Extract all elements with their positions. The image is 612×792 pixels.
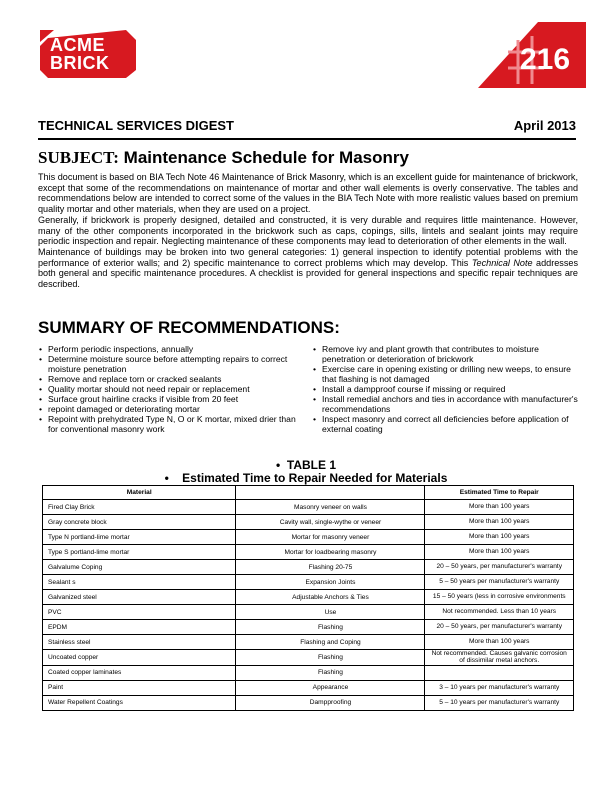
list-item: • Perform periodic inspections, annually (38, 344, 308, 354)
recommendations-left (38, 344, 308, 434)
cell-use: Flashing 20-75 (236, 560, 425, 575)
cell-material: Uncoated copper (43, 650, 236, 666)
cell-time: More than 100 years (425, 500, 574, 515)
recommendations-right (312, 344, 580, 434)
list-item: • Exercise care in opening existing or drilling new weeps, to ensure that flashing is not damaged (312, 364, 580, 384)
issue-date: April 2013 (513, 118, 576, 133)
cell-time: Not recommended. Causes galvanic corrosion of dissimilar metal anchors. (425, 650, 574, 666)
list-item: • Repoint with prehydrated Type N, O or K mortar, mixed drier than for conventional masonry work (38, 414, 308, 434)
cell-use: Appearance (236, 680, 425, 695)
subject-title: Maintenance Schedule for Masonry (123, 148, 409, 167)
header-rule (38, 138, 576, 140)
list-item: • Remove ivy and plant growth that contributes to moisture penetration or deterioration of brickwork (312, 344, 580, 364)
repair-time-table (42, 485, 574, 711)
cell-material: Galvanized steel (43, 590, 236, 605)
cell-time: 3 – 10 years per manufacturer's warranty (425, 680, 574, 695)
intro-p3-part-b: addresses both general and specific maintenance procedures. A checklist is provided for general inspections and specific repair techniques are described. (38, 257, 579, 290)
table-row (43, 530, 574, 545)
list-item: • Install remedial anchors and ties in accordance with manufacturer's recommendations (312, 394, 580, 414)
table-row (43, 590, 574, 605)
cell-use: Mortar for masonry veneer (236, 530, 425, 545)
table-row (43, 605, 574, 620)
cell-use: Dampproofing (236, 695, 425, 710)
cell-use: Flashing (236, 620, 425, 635)
cell-material: Stainless steel (43, 635, 236, 650)
list-item: • Install a dampproof course if missing or required (312, 384, 580, 394)
table-row (43, 665, 574, 680)
summary-heading: SUMMARY OF RECOMMENDATIONS: (38, 318, 340, 337)
cell-time: 5 – 50 years per manufacturer's warranty (425, 575, 574, 590)
cell-time: Not recommended. Less than 10 years (425, 605, 574, 620)
cell-material: Water Repellent Coatings (43, 695, 236, 710)
cell-time: 5 – 10 years per manufacturer's warranty (425, 695, 574, 710)
table-subtitle-text: Estimated Time to Repair Needed for Materials (182, 471, 448, 485)
subject-line (38, 148, 409, 168)
cell-time (425, 665, 574, 680)
table-row (43, 515, 574, 530)
cell-time: 20 – 50 years, per manufacturer's warranty (425, 560, 574, 575)
table-row (43, 560, 574, 575)
digest-title: TECHNICAL SERVICES DIGEST (38, 118, 234, 133)
cell-use: Flashing (236, 665, 425, 680)
cell-use: Use (236, 605, 425, 620)
cell-material: Coated copper laminates (43, 665, 236, 680)
issue-number: 216 (520, 43, 571, 76)
list-item: • Remove and replace torn or cracked sealants (38, 374, 308, 384)
intro-paragraph-2: Generally, if brickwork is properly designed, detailed and constructed, it is very durable and requires little maintenance. However, many of the other components incorporated in the brickwork such as caps, copings, sills, lintels and sealant joints may require periodic inspection and repair. Neglecting maintenance of these components may lead to deterioration of other elements in the wall. (38, 214, 578, 247)
subject-label: SUBJECT: (38, 148, 119, 167)
header-time-to-repair: Estimated Time to Repair (425, 486, 574, 500)
cell-time: More than 100 years (425, 545, 574, 560)
cell-material: Gray concrete block (43, 515, 236, 530)
list-item: • Quality mortar should not need repair or replacement (38, 384, 308, 394)
cell-material: Paint (43, 680, 236, 695)
cell-use: Mortar for loadbearing masonry (236, 545, 425, 560)
cell-material: Sealant s (43, 575, 236, 590)
cell-material: EPDM (43, 620, 236, 635)
logo-word-brick: BRICK (50, 53, 110, 73)
logo-word-acme: ACME (50, 35, 105, 55)
list-item: • Inspect masonry and correct all deficiencies before application of external coating (312, 414, 580, 434)
cell-material: PVC (43, 605, 236, 620)
list-item: • repoint damaged or deteriorating mortar (38, 404, 308, 414)
table-title: • TABLE 1 (276, 458, 336, 472)
cell-use: Adjustable Anchors & Ties (236, 590, 425, 605)
table-header-row (43, 486, 574, 500)
table-row (43, 620, 574, 635)
cell-material: Fired Clay Brick (43, 500, 236, 515)
acme-brick-logo (40, 30, 136, 78)
table-row (43, 680, 574, 695)
cell-material: Type N portland-lime mortar (43, 530, 236, 545)
table-subtitle: • Estimated Time to Repair Needed for Materials (164, 471, 448, 485)
table-title-text: TABLE 1 (286, 458, 336, 472)
table-row (43, 545, 574, 560)
cell-use: Flashing and Coping (236, 635, 425, 650)
header-use (236, 486, 425, 500)
cell-time: More than 100 years (425, 530, 574, 545)
intro-p3-emphasis: Technical Note (471, 257, 533, 268)
table-row (43, 650, 574, 666)
header-material: Material (43, 486, 236, 500)
cell-time: More than 100 years (425, 515, 574, 530)
intro-p3-part-a: Maintenance of buildings may be broken into two general categories: 1) general inspection to identify potential problems with the performance of exterior walls; and 2) specific maintenance to correct problems which may develop. This (38, 246, 578, 268)
cell-use: Cavity wall, single-wythe or veneer (236, 515, 425, 530)
table-row (43, 575, 574, 590)
cell-use: Flashing (236, 650, 425, 666)
list-item: • Surface grout hairline cracks if visible from 20 feet (38, 394, 308, 404)
cell-time: 15 – 50 years (less in corrosive environments (425, 590, 574, 605)
cell-time: More than 100 years (425, 635, 574, 650)
table-row (43, 695, 574, 710)
intro-text (38, 172, 578, 290)
intro-paragraph-1: This document is based on BIA Tech Note 46 Maintenance of Brick Masonry, which is an excellent guide for maintenance of brickwork, except that some of the recommendations on maintenance of mortar and other wall elements is overly conservative. The tables and recommendations below are intended to correct some of the values in the BIA Tech Note with more realistic values based on premium quality mortar and other materials, when they are used on a project. (38, 172, 579, 215)
intro-paragraph-3 (38, 247, 578, 290)
cell-use: Expansion Joints (236, 575, 425, 590)
cell-time: 20 – 50 years, per manufacturer's warranty (425, 620, 574, 635)
cell-material: Type S portland-lime mortar (43, 545, 236, 560)
table-row (43, 500, 574, 515)
cell-use: Masonry veneer on walls (236, 500, 425, 515)
list-item: • Determine moisture source before attempting repairs to correct moisture penetration (38, 354, 308, 374)
cell-material: Galvalume Coping (43, 560, 236, 575)
table-row (43, 635, 574, 650)
